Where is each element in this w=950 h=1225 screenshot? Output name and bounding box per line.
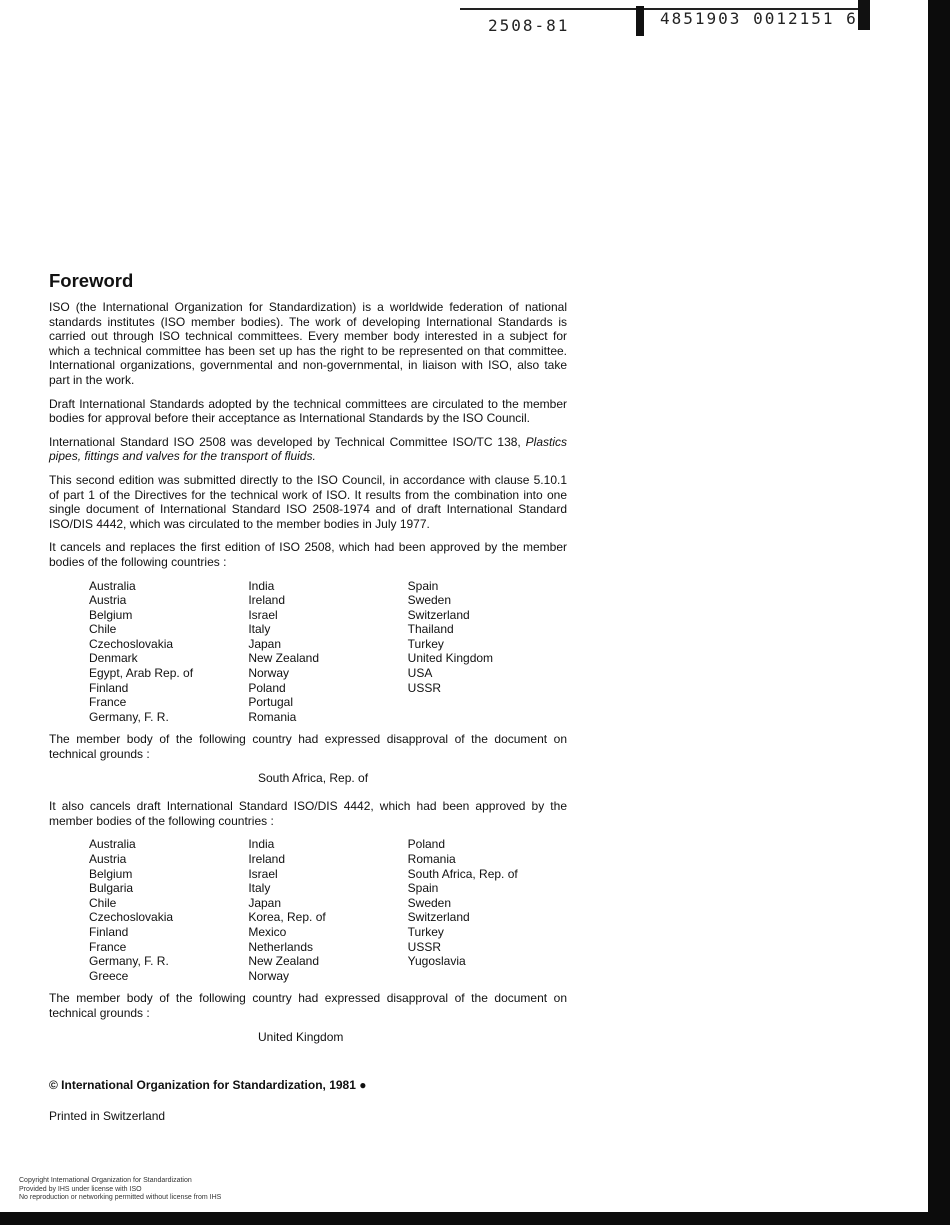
list-item: India — [248, 578, 275, 593]
list-item: New Zealand — [248, 954, 320, 969]
paragraph-disapproval-2: The member body of the following country had expressed disapproval of the document on technical grounds : — [49, 991, 567, 1020]
list-item: Spain — [407, 881, 439, 896]
list-item: Sweden — [407, 593, 452, 608]
scan-mark-bar — [636, 6, 644, 36]
list-item: Mexico — [248, 924, 287, 939]
scan-mark-bar-right — [858, 0, 870, 30]
list-item: Ireland — [248, 852, 286, 866]
list-item: Portugal — [248, 695, 294, 710]
list-item: United Kingdom — [407, 651, 494, 666]
list-item: Switzerland — [407, 910, 470, 925]
list-item: Italy — [248, 622, 271, 637]
list-item: France — [89, 939, 127, 954]
printed-location: Printed in Switzerland — [49, 1109, 166, 1123]
list-item: Belgium — [89, 866, 133, 881]
list-item: Australia — [89, 837, 136, 852]
paragraph-disapproval-1: The member body of the following country had expressed disapproval of the document on technical grounds : — [49, 732, 567, 762]
list-item: Finland — [89, 924, 129, 939]
list-item: Finland — [89, 680, 129, 695]
list-item: Spain — [407, 578, 439, 593]
paragraph-cancels-draft: It also cancels draft International Standard ISO/DIS 4442, which had been approved by the member bodies of the following countries : — [49, 799, 567, 828]
list-item: USA — [407, 666, 433, 681]
list-item: Germany, F. R. — [89, 709, 169, 724]
footer-line: Provided by IHS under license with ISO — [19, 1185, 142, 1193]
list-item: Turkey — [407, 636, 444, 651]
list-item: Australia — [89, 578, 136, 593]
list-item: Israel — [248, 866, 278, 881]
foreword-section — [49, 270, 567, 1058]
country-column-1 — [89, 837, 248, 983]
list-item: Netherlands — [248, 939, 314, 954]
scan-edge-bottom — [0, 1212, 950, 1225]
list-item: Czechoslovakia — [89, 636, 174, 651]
approving-countries-list-2 — [89, 837, 567, 983]
list-item: Romania — [407, 852, 456, 866]
list-item: USSR — [407, 939, 441, 954]
list-item: Israel — [248, 607, 278, 622]
list-item: Poland — [248, 680, 286, 695]
list-item: Sweden — [407, 895, 452, 910]
list-item: France — [89, 695, 127, 710]
country-column-3 — [408, 837, 567, 983]
list-item: USSR — [407, 680, 441, 695]
country-column-2 — [248, 837, 407, 983]
country-column-3 — [408, 579, 567, 725]
list-item: Denmark — [89, 651, 138, 666]
list-item: Ireland — [248, 593, 286, 608]
list-item: Germany, F. R. — [89, 954, 169, 969]
list-item: Japan — [248, 895, 282, 910]
list-item: Czechoslovakia — [89, 910, 174, 925]
approving-countries-list-1 — [89, 579, 567, 725]
list-item: Austria — [89, 593, 127, 608]
list-item: Romania — [248, 709, 297, 724]
barcode-number-stamp: 4851903 0012151 6 — [660, 9, 858, 28]
paragraph-committee — [49, 435, 567, 464]
paragraph-draft-standards: Draft International Standards adopted by the technical committees are circulated to the member bodies for approval before their acceptance as International Standards by the ISO Council. — [49, 396, 567, 426]
list-item: Norway — [248, 968, 290, 983]
list-item: Greece — [89, 968, 129, 983]
page-title: Foreword — [49, 270, 134, 291]
list-item: Belgium — [89, 607, 133, 622]
list-item: Japan — [248, 636, 282, 651]
list-item: Chile — [89, 622, 117, 637]
copyright-notice: © International Organization for Standardization, 1981 ● — [49, 1078, 367, 1092]
footer-line: Copyright International Organization for Standardization — [19, 1177, 192, 1184]
list-item: South Africa, Rep. of — [407, 866, 518, 881]
list-item: Norway — [248, 666, 290, 681]
list-item: Yugoslavia — [407, 954, 466, 969]
list-item: Austria — [89, 852, 127, 866]
disapproving-country-2: United Kingdom — [258, 1029, 344, 1044]
committee-title: Plastics pipes, fittings and valves for the transport of fluids. — [49, 434, 567, 464]
paragraph-iso-intro: ISO (the International Organization for Standardization) is a worldwide federation of national standards institutes (ISO member bodies). The work of developing International Standards is carried out through ISO technical committees. Every member body interested in a subject for which a technical committee has been set up has the right to be represented on that committee. International organizations, governmental and non-governmental, in liaison with ISO, also take part in the work. — [49, 300, 567, 387]
license-footer — [19, 1177, 221, 1203]
disapproving-country-1: South Africa, Rep. of — [258, 770, 369, 785]
list-item: Thailand — [407, 622, 454, 637]
country-column-1 — [89, 579, 248, 725]
committee-text: International Standard ISO 2508 was developed by Technical Committee ISO/TC 138, — [49, 434, 526, 449]
list-item: Turkey — [407, 924, 444, 939]
paragraph-second-edition: This second edition was submitted directly to the ISO Council, in accordance with clause 5.10.1 of part 1 of the Directives for the technical work of ISO. It results from the combination into one single document of International Standard ISO 2508-1974 and of draft International Standard ISO/DIS 4442, which was circulated to the member bodies in July 1977. — [49, 472, 567, 531]
list-item: India — [248, 837, 275, 852]
footer-line: No reproduction or networking permitted without license from IHS — [19, 1194, 222, 1201]
list-item: Bulgaria — [89, 881, 134, 896]
document-number-stamp: 2508-81 — [488, 16, 570, 35]
list-item: Chile — [89, 895, 117, 910]
scan-edge-right — [928, 0, 950, 1225]
list-item: Poland — [407, 837, 446, 852]
list-item: Italy — [248, 881, 271, 896]
country-column-2 — [248, 579, 407, 725]
list-item: Switzerland — [407, 607, 470, 622]
list-item: Korea, Rep. of — [248, 910, 326, 925]
paragraph-cancels-first-edition: It cancels and replaces the first edition of ISO 2508, which had been approved by the member bodies of the following countries : — [49, 540, 567, 569]
list-item: New Zealand — [248, 651, 320, 666]
list-item: Egypt, Arab Rep. of — [89, 666, 194, 681]
